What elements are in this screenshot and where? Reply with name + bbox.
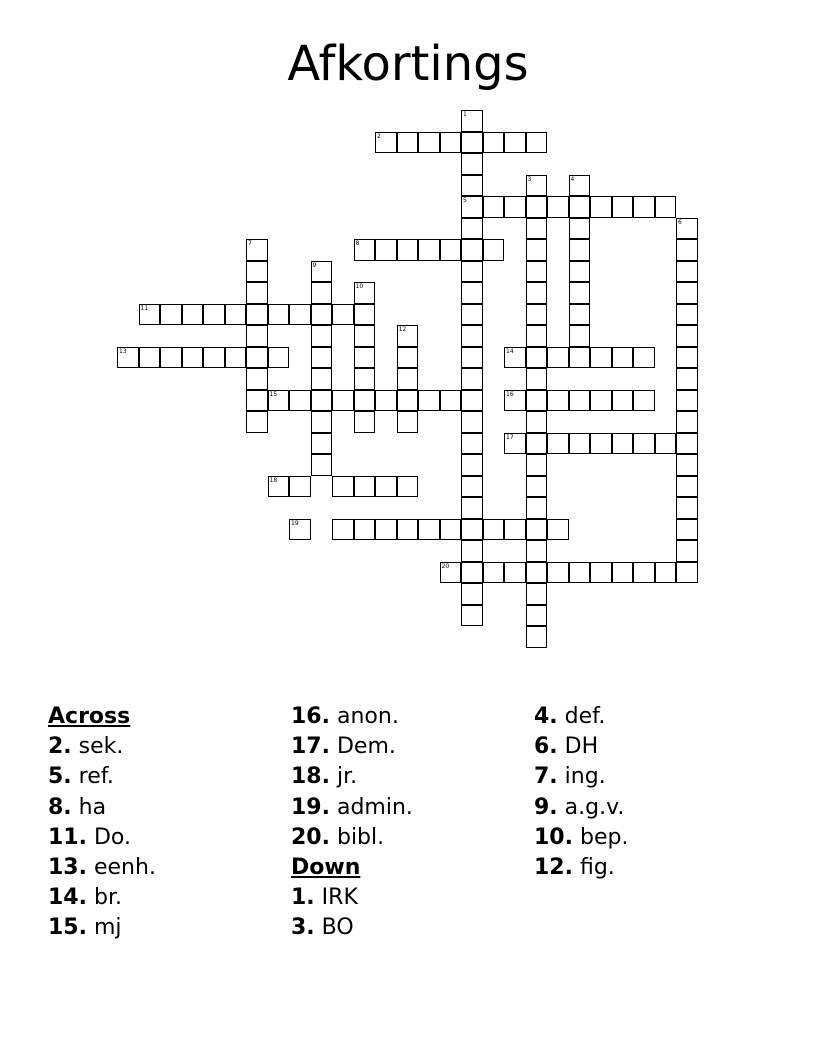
grid-cell[interactable]	[676, 454, 698, 476]
grid-cell[interactable]	[526, 433, 548, 455]
grid-cell[interactable]	[225, 304, 247, 326]
grid-cell[interactable]	[440, 390, 462, 412]
grid-cell[interactable]	[569, 304, 591, 326]
across-clue	[48, 732, 156, 762]
grid-cell[interactable]	[676, 433, 698, 455]
clue-text: jr.	[336, 764, 358, 790]
grid-cell[interactable]	[676, 562, 698, 584]
grid-cell[interactable]	[332, 390, 354, 412]
grid-cell[interactable]	[354, 390, 376, 412]
clue-text: ref.	[78, 764, 114, 790]
clue-text: a.g.v.	[564, 794, 625, 820]
clue-text: admin.	[336, 794, 413, 820]
grid-cell[interactable]	[225, 347, 247, 369]
grid-cell[interactable]	[440, 239, 462, 261]
grid-cell[interactable]	[569, 433, 591, 455]
grid-cell[interactable]	[160, 347, 182, 369]
grid-cell[interactable]	[590, 347, 612, 369]
grid-cell[interactable]	[289, 304, 311, 326]
grid-cell[interactable]	[418, 519, 440, 541]
clue-number: 3.	[291, 915, 315, 941]
grid-cell[interactable]	[504, 433, 526, 455]
grid-cell[interactable]	[483, 239, 505, 261]
grid-cell[interactable]	[590, 390, 612, 412]
clue-number: 5.	[48, 764, 72, 790]
across-clue	[291, 793, 413, 823]
grid-cell[interactable]	[461, 497, 483, 519]
grid-cell[interactable]	[676, 325, 698, 347]
clue-column-2	[291, 702, 413, 944]
grid-cell[interactable]	[354, 282, 376, 304]
grid-cell[interactable]	[203, 304, 225, 326]
grid-cell[interactable]	[268, 390, 290, 412]
down-clue	[534, 793, 628, 823]
grid-cell[interactable]	[633, 347, 655, 369]
clue-text: br.	[93, 885, 122, 911]
grid-cell[interactable]	[203, 347, 225, 369]
grid-cell[interactable]	[354, 347, 376, 369]
grid-cell[interactable]	[461, 132, 483, 154]
grid-cell[interactable]	[483, 519, 505, 541]
grid-cell[interactable]	[569, 562, 591, 584]
grid-cell[interactable]	[676, 368, 698, 390]
grid-cell[interactable]	[547, 562, 569, 584]
grid-cell[interactable]	[590, 562, 612, 584]
down-heading: Down	[291, 855, 361, 881]
cell-number: 16	[506, 390, 514, 398]
grid-cell[interactable]	[526, 583, 548, 605]
down-clue	[534, 853, 628, 883]
grid-cell[interactable]	[526, 562, 548, 584]
cell-number: 11	[140, 304, 149, 312]
grid-cell[interactable]	[676, 540, 698, 562]
grid-cell[interactable]	[311, 304, 333, 326]
grid-cell[interactable]	[633, 196, 655, 218]
grid-cell[interactable]	[633, 562, 655, 584]
grid-cell[interactable]	[633, 433, 655, 455]
across-clue	[291, 702, 413, 732]
grid-cell[interactable]	[375, 476, 397, 498]
grid-cell[interactable]	[246, 282, 268, 304]
grid-cell[interactable]	[246, 239, 268, 261]
grid-cell[interactable]	[440, 519, 462, 541]
clue-number: 4.	[534, 704, 558, 729]
grid-cell[interactable]	[526, 347, 548, 369]
grid-cell[interactable]	[612, 390, 634, 412]
grid-cell[interactable]	[268, 304, 290, 326]
across-clue	[48, 762, 156, 792]
cell-number: 9	[312, 261, 317, 269]
clue-text: fig.	[579, 855, 615, 881]
grid-cell[interactable]	[461, 282, 483, 304]
grid-cell[interactable]	[526, 390, 548, 412]
grid-cell[interactable]	[375, 519, 397, 541]
grid-cell[interactable]	[461, 304, 483, 326]
grid-cell[interactable]	[676, 239, 698, 261]
puzzle-title: Afkortings	[287, 36, 529, 92]
cell-number: 8	[355, 240, 360, 247]
clue-text: ha	[78, 794, 107, 820]
grid-cell[interactable]	[354, 239, 376, 261]
cell-number: 12	[398, 326, 407, 333]
grid-cell[interactable]	[440, 562, 462, 584]
grid-cell[interactable]	[461, 454, 483, 476]
clue-number: 10.	[534, 824, 573, 850]
grid-cell[interactable]	[504, 562, 526, 584]
across-clue	[48, 883, 156, 913]
grid-cell[interactable]	[676, 282, 698, 304]
clue-text: bep.	[579, 824, 629, 850]
grid-cell[interactable]	[569, 282, 591, 304]
grid-cell[interactable]	[289, 519, 311, 541]
clue-text: anon.	[336, 704, 399, 729]
clue-text: ing.	[564, 764, 606, 790]
grid-cell[interactable]	[676, 411, 698, 433]
clue-number: 16.	[291, 704, 330, 729]
grid-cell[interactable]	[590, 433, 612, 455]
grid-cell[interactable]	[676, 390, 698, 412]
grid-cell[interactable]	[246, 368, 268, 390]
down-clue	[534, 702, 628, 732]
grid-cell[interactable]	[246, 304, 268, 326]
grid-cell[interactable]	[569, 218, 591, 240]
grid-cell[interactable]	[354, 325, 376, 347]
grid-cell[interactable]	[676, 261, 698, 283]
grid-cell[interactable]	[289, 476, 311, 498]
grid-cell[interactable]	[569, 239, 591, 261]
grid-cell[interactable]	[612, 347, 634, 369]
grid-cell[interactable]	[311, 261, 333, 283]
grid-cell[interactable]	[332, 304, 354, 326]
grid-cell[interactable]	[182, 304, 204, 326]
grid-cell[interactable]	[246, 390, 268, 412]
clue-number: 7.	[534, 764, 558, 790]
clue-text: def.	[564, 704, 606, 729]
grid-cell[interactable]	[676, 519, 698, 541]
grid-cell[interactable]	[332, 519, 354, 541]
grid-cell[interactable]	[440, 132, 462, 154]
clue-text: sek.	[78, 734, 124, 760]
down-clue	[291, 883, 413, 913]
grid-cell[interactable]	[354, 304, 376, 326]
grid-cell[interactable]	[461, 196, 483, 218]
grid-cell[interactable]	[526, 282, 548, 304]
grid-cell[interactable]	[547, 347, 569, 369]
grid-cell[interactable]	[547, 433, 569, 455]
grid-cell[interactable]	[676, 476, 698, 498]
grid-cell[interactable]	[655, 433, 677, 455]
clue-number: 6.	[534, 734, 558, 760]
grid-cell[interactable]	[676, 347, 698, 369]
cell-number: 6	[678, 218, 682, 226]
grid-cell[interactable]	[547, 519, 569, 541]
grid-cell[interactable]	[676, 218, 698, 240]
grid-cell[interactable]	[461, 519, 483, 541]
grid-cell[interactable]	[397, 325, 419, 347]
grid-cell[interactable]	[354, 368, 376, 390]
across-clue	[291, 823, 413, 853]
grid-cell[interactable]	[354, 411, 376, 433]
grid-cell[interactable]	[526, 239, 548, 261]
cell-number: 1	[463, 111, 467, 118]
grid-cell[interactable]	[461, 540, 483, 562]
clue-number: 18.	[291, 764, 330, 790]
grid-cell[interactable]	[526, 368, 548, 390]
down-clue	[534, 762, 628, 792]
clue-number: 2.	[48, 734, 72, 760]
grid-cell[interactable]	[311, 411, 333, 433]
cell-number: 5	[463, 197, 467, 204]
cell-number: 10	[355, 283, 364, 290]
cell-number: 7	[248, 240, 252, 247]
clue-text: mj	[93, 915, 122, 941]
grid-cell[interactable]	[418, 132, 440, 154]
clue-number: 8.	[48, 794, 72, 820]
clue-number: 14.	[48, 885, 87, 911]
clue-number: 19.	[291, 794, 330, 820]
clue-number: 12.	[534, 855, 573, 881]
clue-text: BO	[321, 915, 354, 941]
down-clue	[534, 732, 628, 762]
grid-cell[interactable]	[526, 540, 548, 562]
grid-cell[interactable]	[461, 476, 483, 498]
grid-cell[interactable]	[397, 368, 419, 390]
cell-number: 4	[570, 175, 575, 183]
grid-cell[interactable]	[397, 519, 419, 541]
grid-cell[interactable]	[526, 454, 548, 476]
cell-number: 14	[506, 347, 514, 355]
cell-number: 19	[291, 519, 299, 527]
across-clue	[291, 732, 413, 762]
clue-number: 11.	[48, 824, 87, 850]
grid-cell[interactable]	[311, 347, 333, 369]
grid-cell[interactable]	[311, 325, 333, 347]
grid-cell[interactable]	[526, 476, 548, 498]
clue-number: 15.	[48, 915, 87, 941]
grid-cell[interactable]	[397, 347, 419, 369]
grid-cell[interactable]	[311, 390, 333, 412]
grid-cell[interactable]	[612, 196, 634, 218]
grid-cell[interactable]	[676, 304, 698, 326]
grid-cell[interactable]	[461, 562, 483, 584]
grid-cell[interactable]	[461, 433, 483, 455]
grid-cell[interactable]	[633, 390, 655, 412]
grid-cell[interactable]	[569, 175, 591, 197]
across-clue	[48, 853, 156, 883]
grid-cell[interactable]	[375, 390, 397, 412]
grid-cell[interactable]	[246, 411, 268, 433]
down-clue	[534, 823, 628, 853]
grid-cell[interactable]	[483, 196, 505, 218]
clue-column-3	[534, 702, 628, 883]
clue-text: DH	[564, 734, 599, 760]
clue-text: Do.	[93, 824, 131, 850]
clue-number: 13.	[48, 855, 87, 881]
grid-cell[interactable]	[311, 368, 333, 390]
clue-text: bibl.	[336, 824, 385, 850]
grid-cell[interactable]	[526, 261, 548, 283]
grid-cell[interactable]	[504, 132, 526, 154]
cell-number: 20	[441, 562, 450, 570]
cell-number: 15	[269, 390, 278, 398]
grid-cell[interactable]	[526, 605, 548, 627]
grid-cell[interactable]	[311, 454, 333, 476]
grid-cell[interactable]	[461, 605, 483, 627]
grid-cell[interactable]	[182, 347, 204, 369]
grid-cell[interactable]	[526, 175, 548, 197]
grid-cell[interactable]	[397, 476, 419, 498]
grid-cell[interactable]	[526, 411, 548, 433]
grid-cell[interactable]	[375, 239, 397, 261]
grid-cell[interactable]	[332, 476, 354, 498]
grid-cell[interactable]	[461, 153, 483, 175]
grid-cell[interactable]	[526, 304, 548, 326]
grid-cell[interactable]	[526, 519, 548, 541]
grid-cell[interactable]	[461, 175, 483, 197]
grid-cell[interactable]	[354, 476, 376, 498]
grid-cell[interactable]	[461, 110, 483, 132]
grid-cell[interactable]	[569, 261, 591, 283]
clue-text: eenh.	[93, 855, 156, 881]
grid-cell[interactable]	[526, 196, 548, 218]
grid-cell[interactable]	[547, 390, 569, 412]
down-clue	[291, 913, 413, 943]
grid-cell[interactable]	[461, 218, 483, 240]
grid-cell[interactable]	[526, 497, 548, 519]
grid-cell[interactable]	[139, 347, 161, 369]
grid-cell[interactable]	[547, 196, 569, 218]
clue-number: 17.	[291, 734, 330, 760]
across-clue	[48, 793, 156, 823]
grid-cell[interactable]	[526, 132, 548, 154]
grid-cell[interactable]	[418, 239, 440, 261]
grid-cell[interactable]	[246, 347, 268, 369]
grid-cell[interactable]	[483, 562, 505, 584]
grid-cell[interactable]	[311, 282, 333, 304]
grid-cell[interactable]	[504, 347, 526, 369]
cell-number: 2	[377, 132, 381, 140]
cell-number: 17	[506, 433, 514, 441]
grid-cell[interactable]	[461, 411, 483, 433]
cell-number: 13	[119, 347, 127, 355]
grid-cell[interactable]	[612, 562, 634, 584]
grid-cell[interactable]	[504, 390, 526, 412]
grid-cell[interactable]	[590, 196, 612, 218]
grid-cell[interactable]	[397, 132, 419, 154]
grid-cell[interactable]	[311, 433, 333, 455]
grid-cell[interactable]	[397, 239, 419, 261]
grid-cell[interactable]	[461, 261, 483, 283]
clue-number: 20.	[291, 824, 330, 850]
grid-cell[interactable]	[655, 196, 677, 218]
clue-text: IRK	[321, 885, 358, 911]
clue-text: Dem.	[336, 734, 396, 760]
grid-cell[interactable]	[569, 196, 591, 218]
grid-cell[interactable]	[655, 562, 677, 584]
grid-cell[interactable]	[268, 347, 290, 369]
grid-cell[interactable]	[569, 325, 591, 347]
cell-number: 3	[527, 175, 532, 183]
grid-cell[interactable]	[676, 497, 698, 519]
grid-cell[interactable]	[117, 347, 139, 369]
across-clue	[291, 762, 413, 792]
grid-cell[interactable]	[397, 390, 419, 412]
clue-number: 9.	[534, 794, 558, 820]
across-clue	[48, 823, 156, 853]
grid-cell[interactable]	[246, 261, 268, 283]
grid-cell[interactable]	[526, 626, 548, 648]
grid-cell[interactable]	[139, 304, 161, 326]
grid-cell[interactable]	[526, 325, 548, 347]
across-heading: Across	[48, 704, 131, 729]
clue-column-1	[48, 702, 156, 944]
cell-number: 18	[269, 476, 278, 484]
grid-cell[interactable]	[569, 390, 591, 412]
grid-cell[interactable]	[461, 325, 483, 347]
grid-cell[interactable]	[354, 519, 376, 541]
grid-cell[interactable]	[289, 390, 311, 412]
grid-cell[interactable]	[418, 390, 440, 412]
grid-cell[interactable]	[268, 476, 290, 498]
grid-cell[interactable]	[461, 239, 483, 261]
grid-cell[interactable]	[526, 218, 548, 240]
grid-cell[interactable]	[246, 325, 268, 347]
grid-cell[interactable]	[504, 519, 526, 541]
grid-cell[interactable]	[504, 196, 526, 218]
grid-cell[interactable]	[461, 390, 483, 412]
grid-cell[interactable]	[375, 132, 397, 154]
clue-number: 1.	[291, 885, 315, 911]
grid-cell[interactable]	[160, 304, 182, 326]
grid-cell[interactable]	[397, 411, 419, 433]
grid-cell[interactable]	[461, 368, 483, 390]
across-clue	[48, 913, 156, 943]
grid-cell[interactable]	[483, 132, 505, 154]
grid-cell[interactable]	[461, 583, 483, 605]
grid-cell[interactable]	[569, 347, 591, 369]
grid-cell[interactable]	[461, 347, 483, 369]
grid-cell[interactable]	[612, 433, 634, 455]
